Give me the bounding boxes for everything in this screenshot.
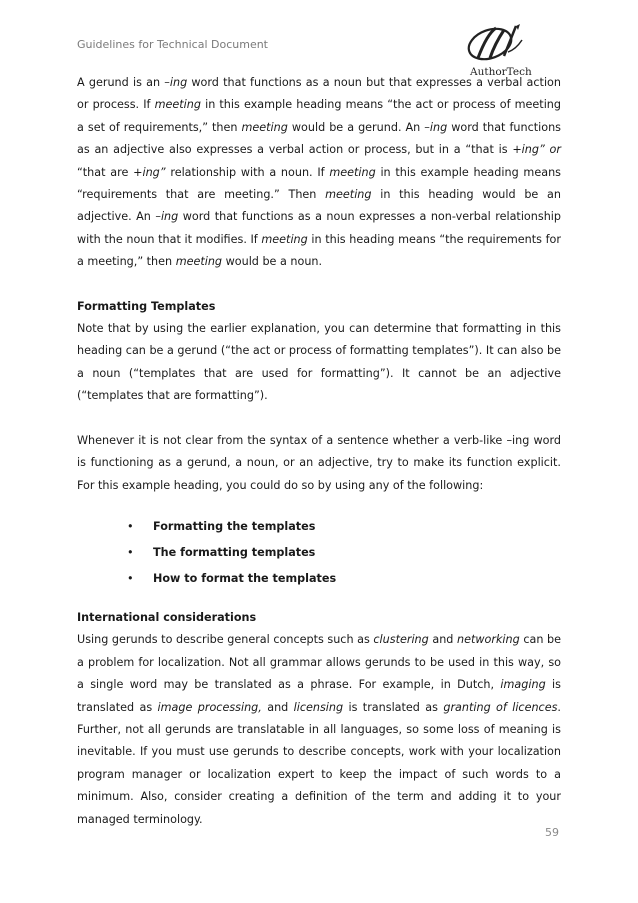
gerund-paragraph: A gerund is an –ing word that functions as a noun but that expresses a verbal action or process. If meeting in this example heading means “the act or process of meeting a set of requirements,” then meeting would be a gerund. An –ing word that functions as an adjective also expresses a verbal action or process, but in a “that is +ing” or “that are +ing” relationship with a noun. If meeting in this example heading means “requirements that are meeting.” Then meeting in this heading would be an adjective. An –ing word that functions as a noun expresses a non-verbal relationship with the noun that it modifies. If meeting in this heading means “the requirements for a meeting,” then meeting would be a noun. (77, 76, 561, 269)
list-item: • Formatting the templates (127, 514, 561, 540)
international-considerations-paragraph: Using gerunds to describe general concepts such as clustering and networking can be a problem for localization. Not all grammar allows gerunds to be used in this way, so a single word may be translated as a phrase. For example, in Dutch, imaging is translated as image processing, and licensing is translated as granting of licences. Further, not all gerunds are translatable in all languages, so some loss of meaning is inevitable. If you must use gerunds to describe concepts, work with your localization program manager or localization expert to keep the impact of such words to a minimum. Also, consider creating a definition of the term and adding it to your managed terminology. (77, 633, 561, 826)
bullet-icon: • (127, 571, 134, 585)
body-content (77, 72, 561, 831)
international-considerations-heading: International considerations (77, 610, 257, 624)
formatting-templates-paragraph: Note that by using the earlier explanation, you can determine that formatting in this heading can be a gerund (“the act or process of formatting templates”). It can also be a noun (“templates that are used for formatting”). It cannot be an adjective (“templates that are formatting”). (77, 322, 561, 403)
list-item: • The formatting templates (127, 540, 561, 566)
explicit-function-paragraph: Whenever it is not clear from the syntax of a sentence whether a verb-like –ing word is functioning as a gerund, a noun, or an adjective, try to make its function explicit. For this example heading, you could do so by using any of the following: (77, 433, 561, 492)
formatting-templates-heading: Formatting Templates (77, 299, 216, 313)
bullet-list (77, 514, 561, 592)
header-title: Guidelines for Technical Document (77, 38, 268, 51)
bullet-icon: • (127, 519, 134, 533)
logo-text: AuthorTech (470, 66, 532, 78)
bullet-icon: • (127, 545, 134, 559)
list-item: • How to format the templates (127, 566, 561, 592)
page-number: 59 (545, 826, 559, 839)
